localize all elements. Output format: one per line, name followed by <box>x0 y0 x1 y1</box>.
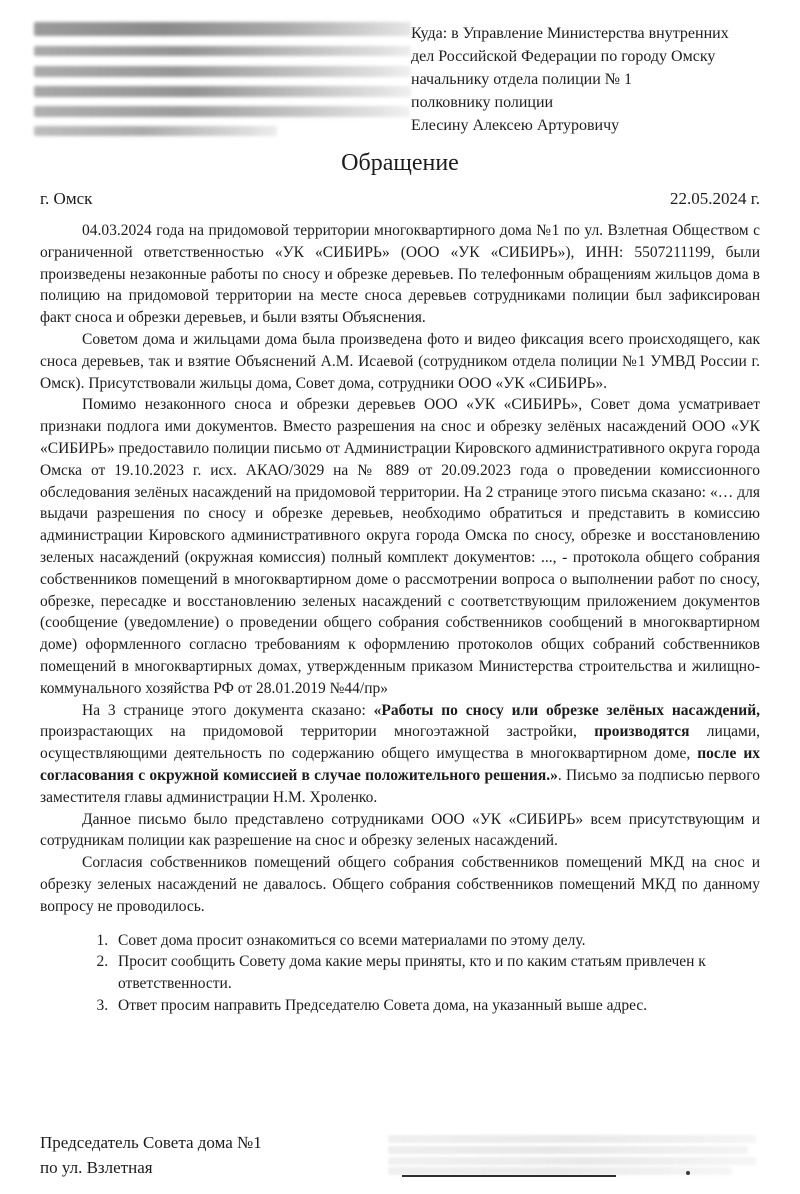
body-paragraph-3: Помимо незаконного сноса и обрезки деревьев ООО «УК «СИБИРЬ», Совет дома усматривает признаки подлога ими документов. Вместо разрешения на снос и обрезку зелёных насаждений ООО «УК «СИБИРЬ» предоставило полиции письмо от Администрации Кировского административного округа города Омска от 19.10.2023 г. исх. АКАО/3029 на № 889 от 20.09.2023 года о проведении комиссионного обследования зелёных насаждений на придомовой территории. На 2 странице этого письма сказано: «… для выдачи разрешения по сносу и обрезке деревьев, необходимо обратиться и представить в комиссию администрации Кировского административного округа города Омска по сносу, обрезке и восстановлению зеленых насаждений (окружная комиссия) полный комплект документов: ..., - протокола общего собрания собственников помещений в многоквартирном доме о рассмотрении вопроса о выполнении работ по сносу, обрезке, пересадке и восстановлению зеленых насаждений с соответствующим приложением документов (сообщение (уведомление) о проведении общего собрания собственников сообщений в многоквартирном доме) оформленного согласно требованиям к оформлению протоколов общих собраний собственников помещений в многоквартирных домах, утвержденным приказом Министерства строительства и жилищно-коммунального хозяйства РФ от 28.01.2019 №44/пр» <box>40 396 760 697</box>
signature-dot <box>686 1171 690 1175</box>
recipient-line: полковнику полиции <box>411 94 554 111</box>
recipient-line: дел Российской Федерации по городу Омску <box>411 48 716 65</box>
dateline <box>40 189 760 209</box>
request-item: 1. Совет дома просит ознакомиться со всеми материалами по этому делу. <box>112 930 760 952</box>
signature-blur-bar <box>388 1167 732 1175</box>
signature-blur-bar <box>388 1135 756 1143</box>
signature-blur-bar <box>388 1157 756 1165</box>
redacted-sender-block <box>34 22 411 140</box>
signer-title-line: по ул. Взлетная <box>40 1158 153 1177</box>
signer-title-line: Председатель Совета дома №1 <box>40 1133 262 1152</box>
redaction-bar <box>34 106 410 117</box>
signature-line <box>402 1175 616 1177</box>
date-label: 22.05.2024 г. <box>669 189 760 208</box>
document-body <box>40 220 760 918</box>
recipient-line: начальнику отдела полиции № 1 <box>411 71 633 88</box>
document-title: Обращение <box>341 150 459 176</box>
body-paragraph-2: Советом дома и жильцами дома была произведена фото и видео фиксация всего происходящего, как сноса деревьев, так и взятие Объяснений А.М. Исаевой (сотрудником отдела полиции №1 УМВД России г. Омск). Присутствовали жильцы дома, Совет дома, сотрудники ООО «УК «СИБИРЬ». <box>40 330 760 392</box>
recipient-line: Елесину Алексею Артуровичу <box>411 117 620 134</box>
body-paragraph-4: На 3 странице этого документа сказано: «Работы по сносу или обрезке зелёных насаждений, произрастающих на придомовой территории многоэтажной застройки, производятся лицами, осуществляющими деятельность по содержанию общего имущества в многоквартирном доме, после их согласования с окружной комиссией в случае положительного решения.». Письмо за подписью первого заместителя главы администрации Н.М. Хроленко. <box>40 701 761 806</box>
body-paragraph-1: 04.03.2024 года на придомовой территории многоквартирного дома №1 по ул. Взлетная Обществом с ограниченной ответственностью «УК «СИБИРЬ» (ООО «УК «СИБИРЬ»), ИНН: 5507211199, были произведены незаконные работы по сносу и обрезке деревьев. По телефонным обращениям жильцов дома в полицию на придомовой территории на месте сноса деревьев сотрудниками полиции был зафиксирован факт сноса и обрезки деревьев, и были взяты Объяснения. <box>40 222 760 327</box>
redaction-bar <box>34 46 411 56</box>
signature-block <box>40 1130 760 1188</box>
requests-list <box>40 930 760 1017</box>
redaction-bar <box>34 86 411 97</box>
redaction-bar <box>34 66 411 77</box>
body-paragraph-6: Согласия собственников помещений общего собрания собственников помещений МКД на снос и обрезку зеленых насаждений не давалось. Общего собрания собственников помещений МКД по данному вопросу не проводилось. <box>40 854 760 915</box>
body-paragraph-5: Данное письмо было представлено сотрудниками ООО «УК «СИБИРЬ» всем присутствующим и сотрудникам полиции как разрешение на снос и обрезку зеленых насаждений. <box>40 810 760 850</box>
recipient-line: Куда: в Управление Министерства внутренних <box>411 25 729 42</box>
document-header <box>40 0 760 140</box>
city-label: г. Омск <box>40 189 93 208</box>
request-item: 3. Ответ просим направить Председателю Совета дома, на указанный выше адрес. <box>112 995 760 1017</box>
redaction-bar <box>34 22 411 36</box>
request-item: 2. Просит сообщить Совету дома какие меры приняты, кто и по каким статьям привлечен к ответственности. <box>112 951 760 995</box>
redaction-bar <box>34 126 277 136</box>
signature-blur-bar <box>388 1146 748 1154</box>
signer-title <box>40 1130 262 1180</box>
recipient-address <box>411 22 763 137</box>
redacted-signature-area <box>388 1132 760 1188</box>
